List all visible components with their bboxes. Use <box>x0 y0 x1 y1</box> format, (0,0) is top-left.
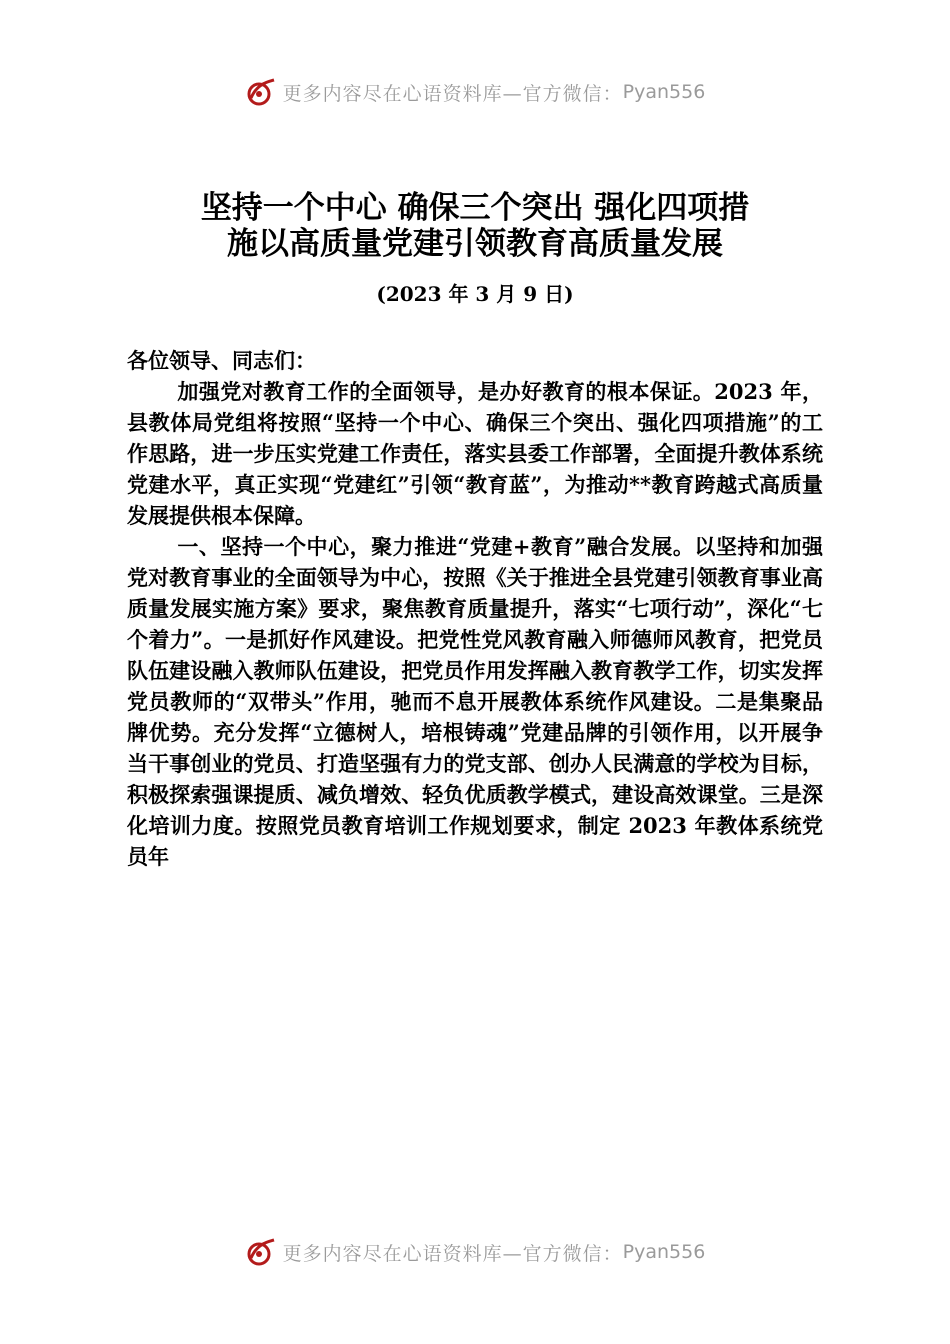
red-swirl-logo-icon <box>245 1236 277 1268</box>
watermark-header <box>0 76 950 108</box>
document-body <box>127 345 823 872</box>
salutation: 各位领导、同志们： <box>127 348 316 373</box>
paragraph-1: 加强党对教育工作的全面领导，是办好教育的根本保证。2023 年，县教体局党组将按照“坚持一个中心、确保三个突出、强化四项措施”的工作思路，进一步压实党建工作责任，落实县委工作部署，全面提升教体系统党建水平，真正实现“党建红”引领“教育蓝”，为推动**教育跨越式高质量发展提供根本保障。 <box>127 379 823 528</box>
title-line-2: 施以高质量党建引领教育高质量发展 <box>227 226 723 262</box>
paragraph-2: 一、坚持一个中心，聚力推进“党建+教育”融合发展。以坚持和加强党对教育事业的全面领导为中心，按照《关于推进全县党建引领教育事业高质量发展实施方案》要求，聚焦教育质量提升，落实“七项行动”，深化“七个着力”。一是抓好作风建设。把党性党风教育融入师德师风教育，把党员队伍建设融入教师队伍建设，把党员作用发挥融入教育教学工作，切实发挥党员教师的“双带头”作用，驰而不息开展教体系统作风建设。二是集聚品牌优势。充分发挥“立德树人，培根铸魂”党建品牌的引领作用，以开展争当干事创业的党员、打造坚强有力的党支部、创办人民满意的学校为目标，积极探索强课提质、减负增效、轻负优质教学模式，建设高效课堂。三是深化培训力度。按照党员教育培训工作规划要求，制定 2023 年教体系统党员年 <box>127 534 823 869</box>
watermark-footer <box>0 1236 950 1268</box>
title-line-1: 坚持一个中心 确保三个突出 强化四项措 <box>200 190 750 226</box>
red-swirl-logo-icon <box>245 76 277 108</box>
watermark-text: 更多内容尽在心语资料库—官方微信： <box>282 1242 623 1265</box>
document-date: (2023 年 3 月 9 日) <box>376 282 574 306</box>
watermark-wechat-id: Pyan556 <box>622 81 706 103</box>
document-title <box>100 190 850 262</box>
watermark-wechat-id: Pyan556 <box>622 1241 706 1263</box>
watermark-text: 更多内容尽在心语资料库—官方微信： <box>282 82 623 105</box>
